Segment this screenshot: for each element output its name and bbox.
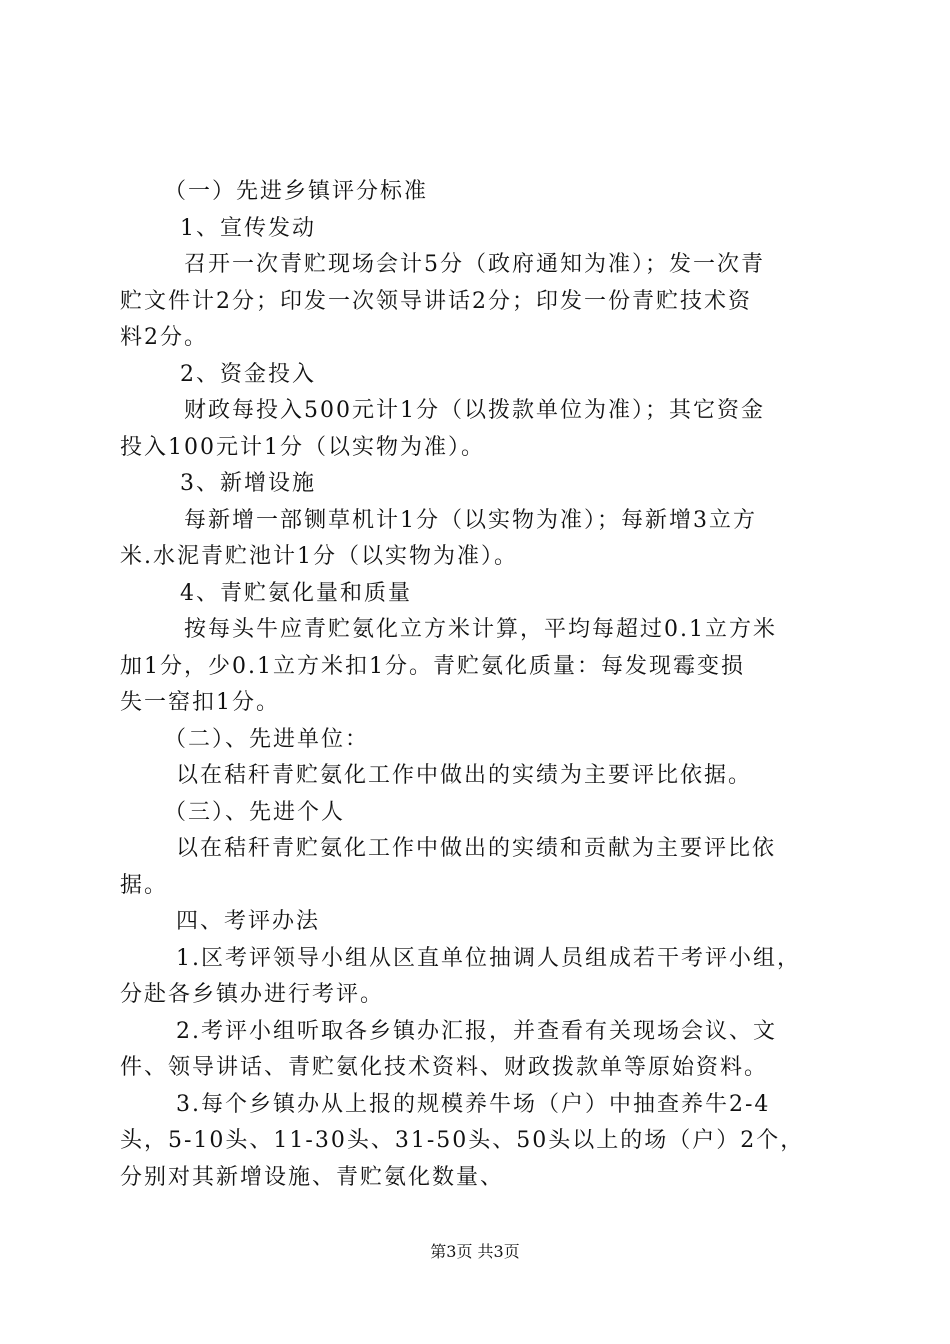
document-body <box>120 174 835 1196</box>
text-line: （二）、先进单位： <box>164 726 370 752</box>
text-line: 投入100元计1分（以实物为准）。 <box>120 434 485 460</box>
text-line: 失一窑扣1分。 <box>120 690 280 715</box>
text-line: 2、资金投入 <box>180 361 316 387</box>
text-line: 件、领导讲话、青贮氨化技术资料、财政拨款单等原始资料。 <box>120 1055 769 1080</box>
text-line: 据。 <box>120 872 169 898</box>
text-line: 每新增一部铡草机计1分（以实物为准）；每新增3立方 <box>184 507 757 533</box>
text-line: 按每头牛应青贮氨化立方米计算，平均每超过0.1立方米 <box>184 617 777 642</box>
text-line: 以在秸秆青贮氨化工作中做出的实绩为主要评比依据。 <box>176 763 753 788</box>
text-line: 加1分，少0.1立方米扣1分。青贮氨化质量：每发现霉变损 <box>120 653 745 679</box>
page-footer: 第3页 共3页 <box>430 1242 520 1261</box>
text-line: 3、新增设施 <box>180 471 316 496</box>
text-line: 财政每投入500元计1分（以拨款单位为准）；其它资金 <box>184 398 765 423</box>
text-line: 4、青贮氨化量和质量 <box>180 580 412 606</box>
text-line: 头，5-10头、11-30头、31-50头、50头以上的场（户）2个， <box>120 1128 805 1153</box>
text-line: 米.水泥青贮池计1分（以实物为准）。 <box>120 544 518 569</box>
text-line: （一）先进乡镇评分标准 <box>164 179 429 204</box>
text-line: 3.每个乡镇办从上报的规模养牛场（户）中抽查养牛2-4 <box>176 1091 771 1117</box>
text-line: 分赴各乡镇办进行考评。 <box>120 982 385 1007</box>
text-line: 召开一次青贮现场会计5分（政府通知为准）；发一次青 <box>184 252 765 277</box>
text-line: 以在秸秆青贮氨化工作中做出的实绩和贡献为主要评比依 <box>176 836 777 861</box>
text-line: 料2分。 <box>120 325 208 350</box>
text-line: 2.考评小组听取各乡镇办汇报，并查看有关现场会议、文 <box>176 1018 777 1044</box>
text-line: （三）、先进个人 <box>164 799 346 825</box>
text-line: 贮文件计2分；印发一次领导讲话2分；印发一份青贮技术资 <box>120 288 752 314</box>
text-line: 四、考评办法 <box>176 909 321 934</box>
text-line: 1、宣传发动 <box>180 215 316 241</box>
text-line: 分别对其新增设施、青贮氨化数量、 <box>120 1164 505 1190</box>
text-line: 1.区考评领导小组从区直单位抽调人员组成若干考评小组， <box>176 945 801 971</box>
